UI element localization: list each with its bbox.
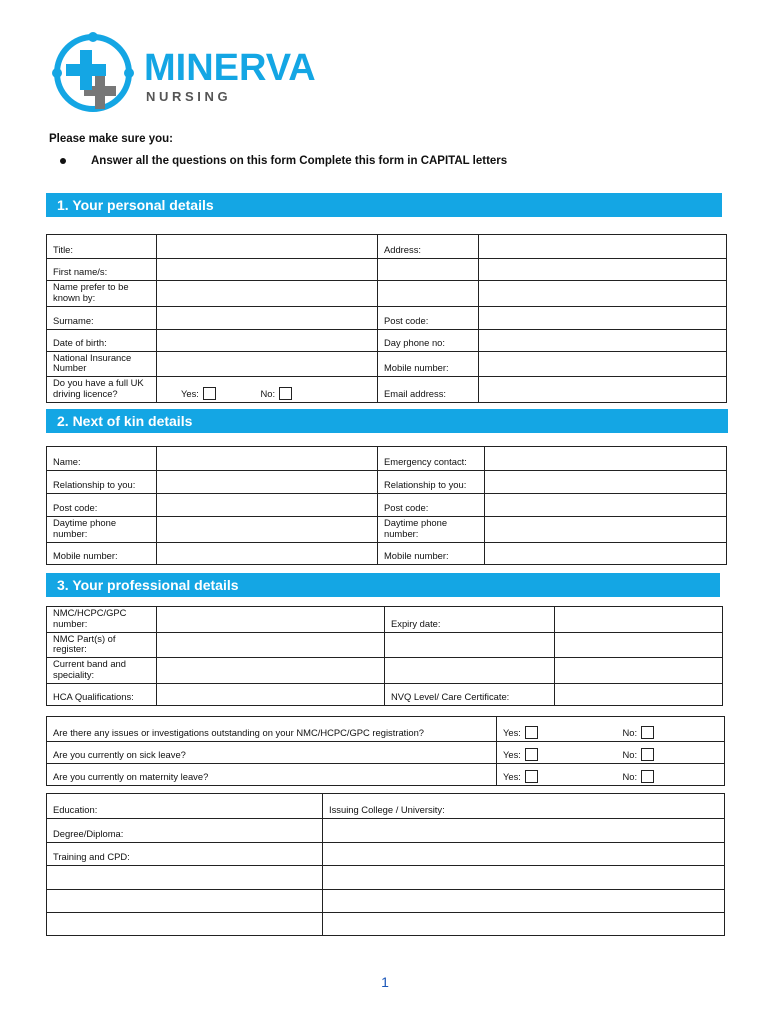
- degree-label: Degree/Diploma:: [47, 819, 323, 843]
- address-line-3[interactable]: [378, 281, 479, 307]
- registration-questions-table: [46, 716, 725, 786]
- hca-label: HCA Qualifications:: [47, 683, 157, 705]
- kin-name-label: Name:: [47, 447, 157, 471]
- dob-label: Date of birth:: [47, 329, 157, 351]
- band-label: Current band and speciality:: [47, 658, 157, 684]
- licence-options: [157, 377, 378, 403]
- mobile-field[interactable]: [479, 351, 727, 377]
- emergency-daytime-label: Daytime phone number:: [378, 517, 485, 543]
- emergency-postcode-field[interactable]: [485, 494, 727, 517]
- band-field[interactable]: [157, 658, 385, 684]
- education-table: [46, 793, 725, 936]
- q1-yes-label: Yes:: [503, 727, 521, 739]
- licence-no-checkbox[interactable]: [279, 387, 292, 400]
- question-1: Are there any issues or investigations outstanding on your NMC/HCPC/GPC registration?: [47, 717, 497, 742]
- intro-bullet-text: Answer all the questions on this form Complete this form in CAPITAL letters: [91, 155, 508, 167]
- nmc-label: NMC/HCPC/GPC number:: [47, 607, 157, 633]
- q3-no: [617, 764, 725, 786]
- q2-yes-checkbox[interactable]: [525, 748, 538, 761]
- expiry-label: Expiry date:: [385, 607, 555, 633]
- training-field[interactable]: [323, 843, 725, 866]
- q1-yes-checkbox[interactable]: [525, 726, 538, 739]
- section-3-title: 3. Your professional details: [57, 577, 239, 593]
- q1-yes: [497, 717, 617, 742]
- nmc-field[interactable]: [157, 607, 385, 633]
- emergency-field[interactable]: [485, 447, 727, 471]
- day-phone-field[interactable]: [479, 329, 727, 351]
- next-of-kin-table: [46, 446, 727, 565]
- blank-field[interactable]: [555, 632, 723, 658]
- prefer-name-label: Name prefer to be known by:: [47, 281, 157, 307]
- section-3-banner: [46, 573, 720, 597]
- emergency-mobile-label: Mobile number:: [378, 542, 485, 564]
- kin-relationship-label: Relationship to you:: [47, 471, 157, 494]
- intro-heading: Please make sure you:: [49, 133, 174, 145]
- postcode-field[interactable]: [479, 306, 727, 329]
- personal-details-table: [46, 234, 727, 403]
- q2-no-label: No:: [622, 749, 638, 761]
- day-phone-label: Day phone no:: [378, 329, 479, 351]
- hca-field[interactable]: [157, 683, 385, 705]
- q1-no-checkbox[interactable]: [641, 726, 654, 739]
- ni-label: National Insurance Number: [47, 351, 157, 377]
- prefer-name-field[interactable]: [157, 281, 378, 307]
- q2-yes-label: Yes:: [503, 749, 521, 761]
- kin-mobile-field[interactable]: [157, 542, 378, 564]
- blank-cell[interactable]: [385, 632, 555, 658]
- email-field[interactable]: [479, 377, 727, 403]
- expiry-field[interactable]: [555, 607, 723, 633]
- q2-no: [617, 742, 725, 764]
- degree-field[interactable]: [323, 819, 725, 843]
- licence-yes-checkbox[interactable]: [203, 387, 216, 400]
- minerva-nursing-logo: [44, 30, 344, 116]
- emergency-relationship-label: Relationship to you:: [378, 471, 485, 494]
- question-3: Are you currently on maternity leave?: [47, 764, 497, 786]
- bullet-icon: [60, 158, 66, 164]
- nvq-label: NVQ Level/ Care Certificate:: [385, 683, 555, 705]
- training-row-2-field[interactable]: [323, 890, 725, 913]
- q1-no-label: No:: [622, 727, 638, 739]
- address-field[interactable]: [479, 235, 727, 259]
- blank-cell-2[interactable]: [385, 658, 555, 684]
- emergency-postcode-label: Post code:: [378, 494, 485, 517]
- licence-no-label: No:: [260, 388, 276, 400]
- q3-no-label: No:: [622, 771, 638, 783]
- question-2: Are you currently on sick leave?: [47, 742, 497, 764]
- training-row-1-field[interactable]: [323, 866, 725, 890]
- dob-field[interactable]: [157, 329, 378, 351]
- title-label: Title:: [47, 235, 157, 259]
- emergency-relationship-field[interactable]: [485, 471, 727, 494]
- surname-field[interactable]: [157, 306, 378, 329]
- mobile-label: Mobile number:: [378, 351, 479, 377]
- section-2-banner: [46, 409, 728, 433]
- address-field-2[interactable]: [479, 259, 727, 281]
- intro-bullet: [60, 155, 507, 167]
- licence-label: Do you have a full UK driving licence?: [47, 377, 157, 403]
- page-number: 1: [381, 974, 389, 990]
- kin-postcode-label: Post code:: [47, 494, 157, 517]
- kin-daytime-field[interactable]: [157, 517, 378, 543]
- address-label: Address:: [378, 235, 479, 259]
- q3-no-checkbox[interactable]: [641, 770, 654, 783]
- training-row-2[interactable]: [47, 890, 323, 913]
- postcode-label: Post code:: [378, 306, 479, 329]
- first-name-field[interactable]: [157, 259, 378, 281]
- professional-details-table: [46, 606, 723, 706]
- first-name-label: First name/s:: [47, 259, 157, 281]
- ni-field[interactable]: [157, 351, 378, 377]
- kin-relationship-field[interactable]: [157, 471, 378, 494]
- address-field-3[interactable]: [479, 281, 727, 307]
- email-label: Email address:: [378, 377, 479, 403]
- emergency-mobile-field[interactable]: [485, 542, 727, 564]
- q2-no-checkbox[interactable]: [641, 748, 654, 761]
- kin-daytime-label: Daytime phone number:: [47, 517, 157, 543]
- q2-yes: [497, 742, 617, 764]
- section-1-banner: [46, 193, 722, 217]
- emergency-daytime-field[interactable]: [485, 517, 727, 543]
- section-2-title: 2. Next of kin details: [57, 413, 193, 429]
- register-parts-label: NMC Part(s) of register:: [47, 632, 157, 658]
- q3-yes: [497, 764, 617, 786]
- surname-label: Surname:: [47, 306, 157, 329]
- training-row-3-field[interactable]: [323, 913, 725, 936]
- kin-mobile-label: Mobile number:: [47, 542, 157, 564]
- address-line-2[interactable]: [378, 259, 479, 281]
- education-label: Education:: [47, 794, 323, 819]
- emergency-label: Emergency contact:: [378, 447, 485, 471]
- licence-yes-label: Yes:: [181, 388, 199, 400]
- title-field[interactable]: [157, 235, 378, 259]
- training-row-1[interactable]: [47, 866, 323, 890]
- section-1-title: 1. Your personal details: [57, 197, 214, 213]
- blank-field-2[interactable]: [555, 658, 723, 684]
- kin-postcode-field[interactable]: [157, 494, 378, 517]
- logo-name: MINERVA: [144, 47, 316, 89]
- logo-tagline: N U R S I N G: [146, 89, 228, 104]
- training-row-3[interactable]: [47, 913, 323, 936]
- training-label: Training and CPD:: [47, 843, 323, 866]
- college-label: Issuing College / University:: [323, 794, 725, 819]
- nvq-field[interactable]: [555, 683, 723, 705]
- q3-yes-checkbox[interactable]: [525, 770, 538, 783]
- register-parts-field[interactable]: [157, 632, 385, 658]
- kin-name-field[interactable]: [157, 447, 378, 471]
- q3-yes-label: Yes:: [503, 771, 521, 783]
- q1-no: [617, 717, 725, 742]
